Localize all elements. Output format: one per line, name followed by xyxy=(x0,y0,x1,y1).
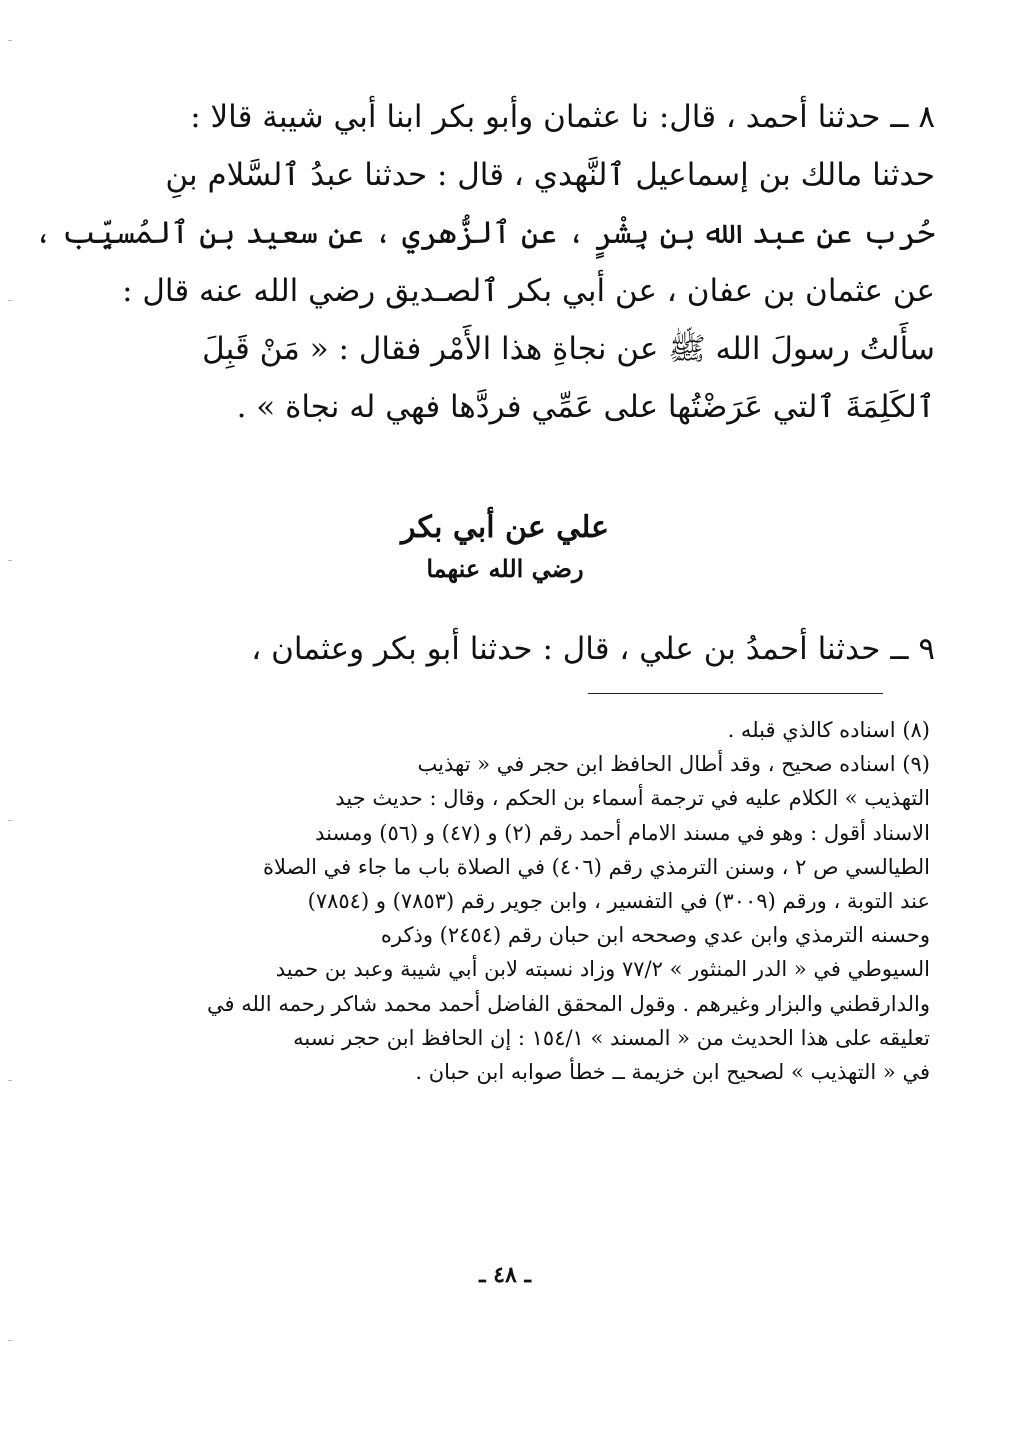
section-title: علي عن أبي بكر xyxy=(400,510,610,545)
page-number: ـ ٤٨ ـ xyxy=(479,1262,531,1288)
scan-mark xyxy=(8,1080,12,1081)
footnote-line: الاسناد أقول : وهو في مسند الامام أحمد رقم (٢) و (٤٧) و (٥٦) ومسند xyxy=(315,820,930,845)
section-heading xyxy=(0,505,1010,587)
scan-mark xyxy=(8,560,12,561)
text-line: ٨ ــ حدثنا أحمد ، قال: نا عثمان وأبو بكر ابنا أبي شيبة قالا : xyxy=(190,99,935,135)
footnotes xyxy=(180,713,930,1089)
hadith-9-text: ٩ ــ حدثنا أحمدُ بن علي ، قال : حدثنا أبو بكر وعثمان ، xyxy=(251,631,935,667)
footnote-line: (٩) اسناده صحيح ، وقد أطال الحافظ ابن حجر في « تهذيب xyxy=(417,752,930,777)
footnote-line: التهذيب » الكلام عليه في ترجمة أسماء بن الحكم ، وقال : حديث جيد xyxy=(335,786,930,811)
footnote-line: في « التهذيب » لصحيح ابن خزيمة ــ خطأ صوابه ابن حبان . xyxy=(415,1059,930,1084)
footnote-line: الطيالسي ص ٢ ، وسنن الترمذي رقم (٤٠٦) في الصلاة باب ما جاء في الصلاة xyxy=(262,854,930,879)
section-subtitle: رضي الله عنهما xyxy=(426,554,584,583)
text-line: عن عثمان بن عفان ، عن أبي بكر ٱلصـديق رضي الله عنه قال : xyxy=(122,273,935,309)
text-line: حدثنا مالك بن إسماعيل ٱلنَّهدي ، قال : حدثنا عبدُ ٱلسَّلام بنِ xyxy=(165,157,935,193)
footnote-divider xyxy=(588,693,883,694)
scan-mark xyxy=(8,300,12,301)
text-line: سأَلتُ رسولَ الله ﷺ عن نجاةِ هذا الأَمْر فقال : « مَنْ قَبِلَ xyxy=(202,331,935,367)
scan-mark xyxy=(8,40,12,41)
footnote-line: (٨) اسناده كالذي قبله . xyxy=(727,718,930,742)
text-line: حُرب عن عبد الله بن بِشْرٍ ، عن ٱلزُّهري ، عن سعيد بن ٱلمُسيِّب ، xyxy=(34,215,935,251)
hadith-8-text xyxy=(34,88,935,436)
text-line: ٱلكَلِمَةَ ٱلتي عَرَضْتُها على عَمِّي فردَّها فهي له نجاة » . xyxy=(236,389,935,425)
footnote-line: تعليقه على هذا الحديث من « المسند » ١٥٤/١ : إن الحافظ ابن حجر نسبه xyxy=(293,1025,930,1050)
footnote-line: عند التوبة ، ورقم (٣٠٠٩) في التفسير ، وابن جوير رقم (٧٨٥٣) و (٧٨٥٤) xyxy=(307,888,930,913)
footnote-line: السيوطي في « الدر المنثور » ٧٧/٢ وزاد نسبته لابن أبي شيبة وعبد بن حميد xyxy=(275,957,930,982)
footnote-line: وحسنه الترمذي وابن عدي وصححه ابن حبان رقم (٢٤٥٤) وذكره xyxy=(380,923,930,948)
scan-mark xyxy=(8,1340,12,1341)
scan-mark xyxy=(8,820,12,821)
footnote-line: والدارقطني والبزار وغيرهم . وقول المحقق الفاضل أحمد محمد شاكر رحمه الله في xyxy=(206,991,930,1016)
